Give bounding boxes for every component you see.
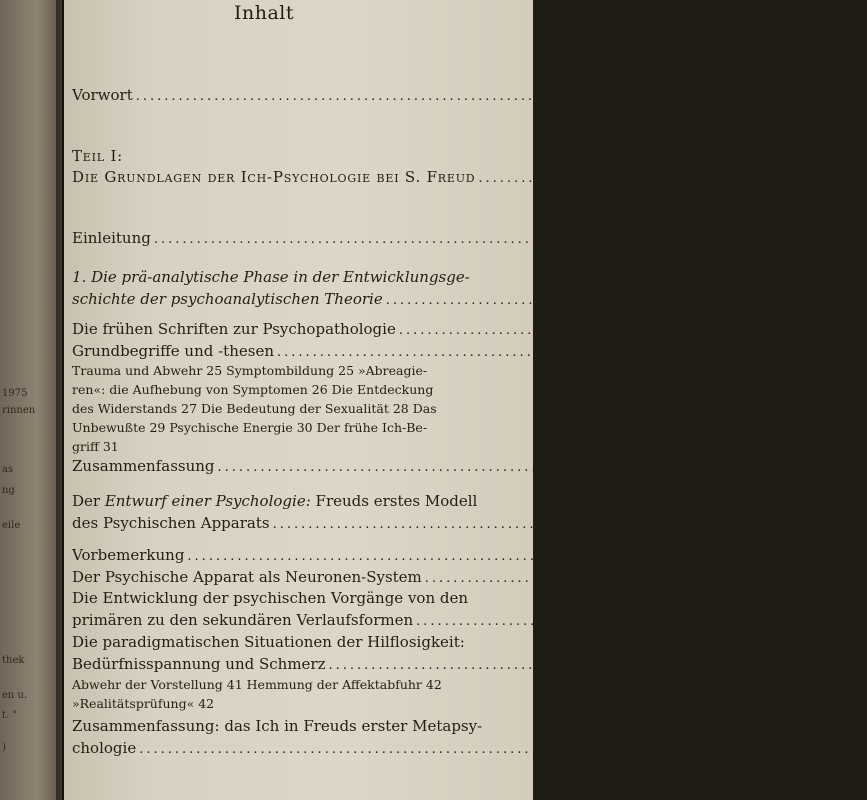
toc-entry-title-line: Die Entwicklung der psychischen Vorgänge von den	[72, 589, 469, 607]
left-fragment: )	[2, 742, 6, 753]
toc-entry-title: Vorwort	[72, 86, 133, 104]
toc-entry-title: Einleitung	[72, 229, 151, 247]
toc-page-number: 33	[818, 546, 838, 564]
toc-entry-vorbemerkung	[72, 546, 838, 564]
toc-entry-vorwort	[72, 86, 786, 104]
toc-entry-title: Vorbemerkung	[72, 546, 185, 564]
toc-page	[64, 0, 867, 800]
toc-entry-title: Der Psychische Apparat als Neuronen-System	[72, 568, 422, 586]
part-label: Teil I:	[72, 147, 124, 165]
subtopic-line: Trauma und Abwehr 25 Symptombildung 25 »Abreagie-	[72, 363, 428, 378]
toc-entry-title: Die frühen Schriften zur Psychopathologie	[72, 320, 396, 338]
subtopic-line: des Widerstands 27 Die Bedeutung der Sexualität 28 Das	[72, 401, 437, 416]
toc-page-number: 15	[652, 168, 674, 186]
dot-leader: ........................	[478, 171, 650, 186]
left-fragment: en u.	[2, 690, 28, 701]
toc-entry-title-line: Bedürfnisspannung und Schmerz	[72, 655, 326, 673]
toc-entry-zusammenfassung-2	[72, 739, 789, 757]
toc-page-number: 37	[647, 611, 667, 629]
chapter-title-line: des Psychischen Apparats	[72, 514, 270, 532]
subtopic-line: Unbewußte 29 Psychische Energie 30 Der frühe Ich-Be-	[72, 420, 428, 435]
left-fragment: thek	[2, 655, 25, 666]
subtopic-line: griff 31	[72, 439, 119, 454]
left-page-edge	[0, 0, 62, 800]
toc-entry-part-1	[72, 168, 674, 186]
toc-entry-hilflosigkeit	[72, 655, 751, 673]
left-fragment: t. "	[2, 710, 17, 721]
toc-page-number: 38	[730, 655, 751, 673]
chapter-title-pre: Der	[72, 492, 101, 510]
dot-leader: ........................................................................................	[135, 89, 764, 104]
left-fragment: ng	[2, 485, 15, 496]
toc-entry-title: Zusammenfassung	[72, 457, 215, 475]
dot-leader: ........................................................	[385, 293, 786, 308]
toc-entry-grundbegriffe	[72, 342, 813, 360]
chapter-title-italic: Entwurf einer Psychologie:	[104, 492, 311, 510]
toc-entry-zusammenfassung	[72, 457, 867, 475]
toc-entry-title: Grundbegriffe und -thesen	[72, 342, 274, 360]
toc-entry-neuronen-system	[72, 568, 676, 586]
toc-page-number: 11	[766, 86, 786, 104]
toc-page-number: 24	[788, 290, 808, 308]
dot-leader: ................................	[424, 571, 654, 586]
subtopic-line: ren«: die Aufhebung von Symptomen 26 Die Entdeckung	[72, 382, 434, 397]
part-title: Die Grundlagen der Ich-Psychologie bei S. Freud	[72, 168, 476, 186]
page-title: Inhalt	[233, 2, 295, 24]
toc-entry-chapter-2	[72, 514, 809, 532]
toc-page-number: 24	[793, 342, 813, 360]
toc-entry-entwicklung	[72, 611, 667, 629]
subtopic-line: »Realitätsprüfung« 42	[72, 696, 215, 711]
toc-entry-einleitung	[72, 229, 804, 247]
chapter-title-line	[72, 492, 516, 510]
dot-leader: ........................................	[398, 323, 685, 338]
toc-page-number: 17	[784, 229, 804, 247]
toc-page-number: 32	[848, 457, 867, 475]
toc-page-number: 24	[687, 320, 707, 338]
dot-leader: ........................................................................................	[139, 742, 767, 757]
dot-leader: ........................................................................................	[187, 549, 816, 564]
left-fragment: rinnen	[2, 405, 36, 416]
toc-page-number: 33	[789, 514, 809, 532]
toc-entry-fruehe-schriften	[72, 320, 707, 338]
left-fragment: 1975	[2, 388, 28, 399]
toc-page-number: 44	[769, 739, 789, 757]
dot-leader: ........................................................................	[277, 345, 791, 360]
dot-leader: ........................................................................................	[217, 460, 846, 475]
chapter-title-line: schichte der psychoanalytischen Theorie	[72, 290, 383, 308]
dot-leader: ................................	[416, 614, 645, 629]
toc-entry-title-line: chologie	[72, 739, 137, 757]
toc-entry-title-line: Zusammenfassung: das Ich in Freuds erster Metapsy-	[72, 717, 483, 735]
dot-leader: ........................................................................	[272, 517, 787, 532]
left-fragment: eile	[2, 520, 21, 531]
subtopic-line: Abwehr der Vorstellung 41 Hemmung der Affektabfuhr 42	[72, 677, 442, 692]
dot-leader: ........................................................	[328, 658, 728, 673]
toc-entry-title-line: Die paradigmatischen Situationen der Hilflosigkeit:	[72, 633, 465, 651]
dot-leader: ........................................................................................	[153, 232, 782, 247]
chapter-title-line: 1. Die prä-analytische Phase in der Entwicklungsge-	[72, 268, 470, 286]
toc-entry-title-line: primären zu den sekundären Verlaufsformen	[72, 611, 414, 629]
toc-entry-chapter-1	[72, 290, 808, 308]
toc-page-number: 35	[656, 568, 676, 586]
chapter-title-post: Freuds erstes Modell	[315, 492, 478, 510]
left-fragment: as	[2, 464, 14, 475]
